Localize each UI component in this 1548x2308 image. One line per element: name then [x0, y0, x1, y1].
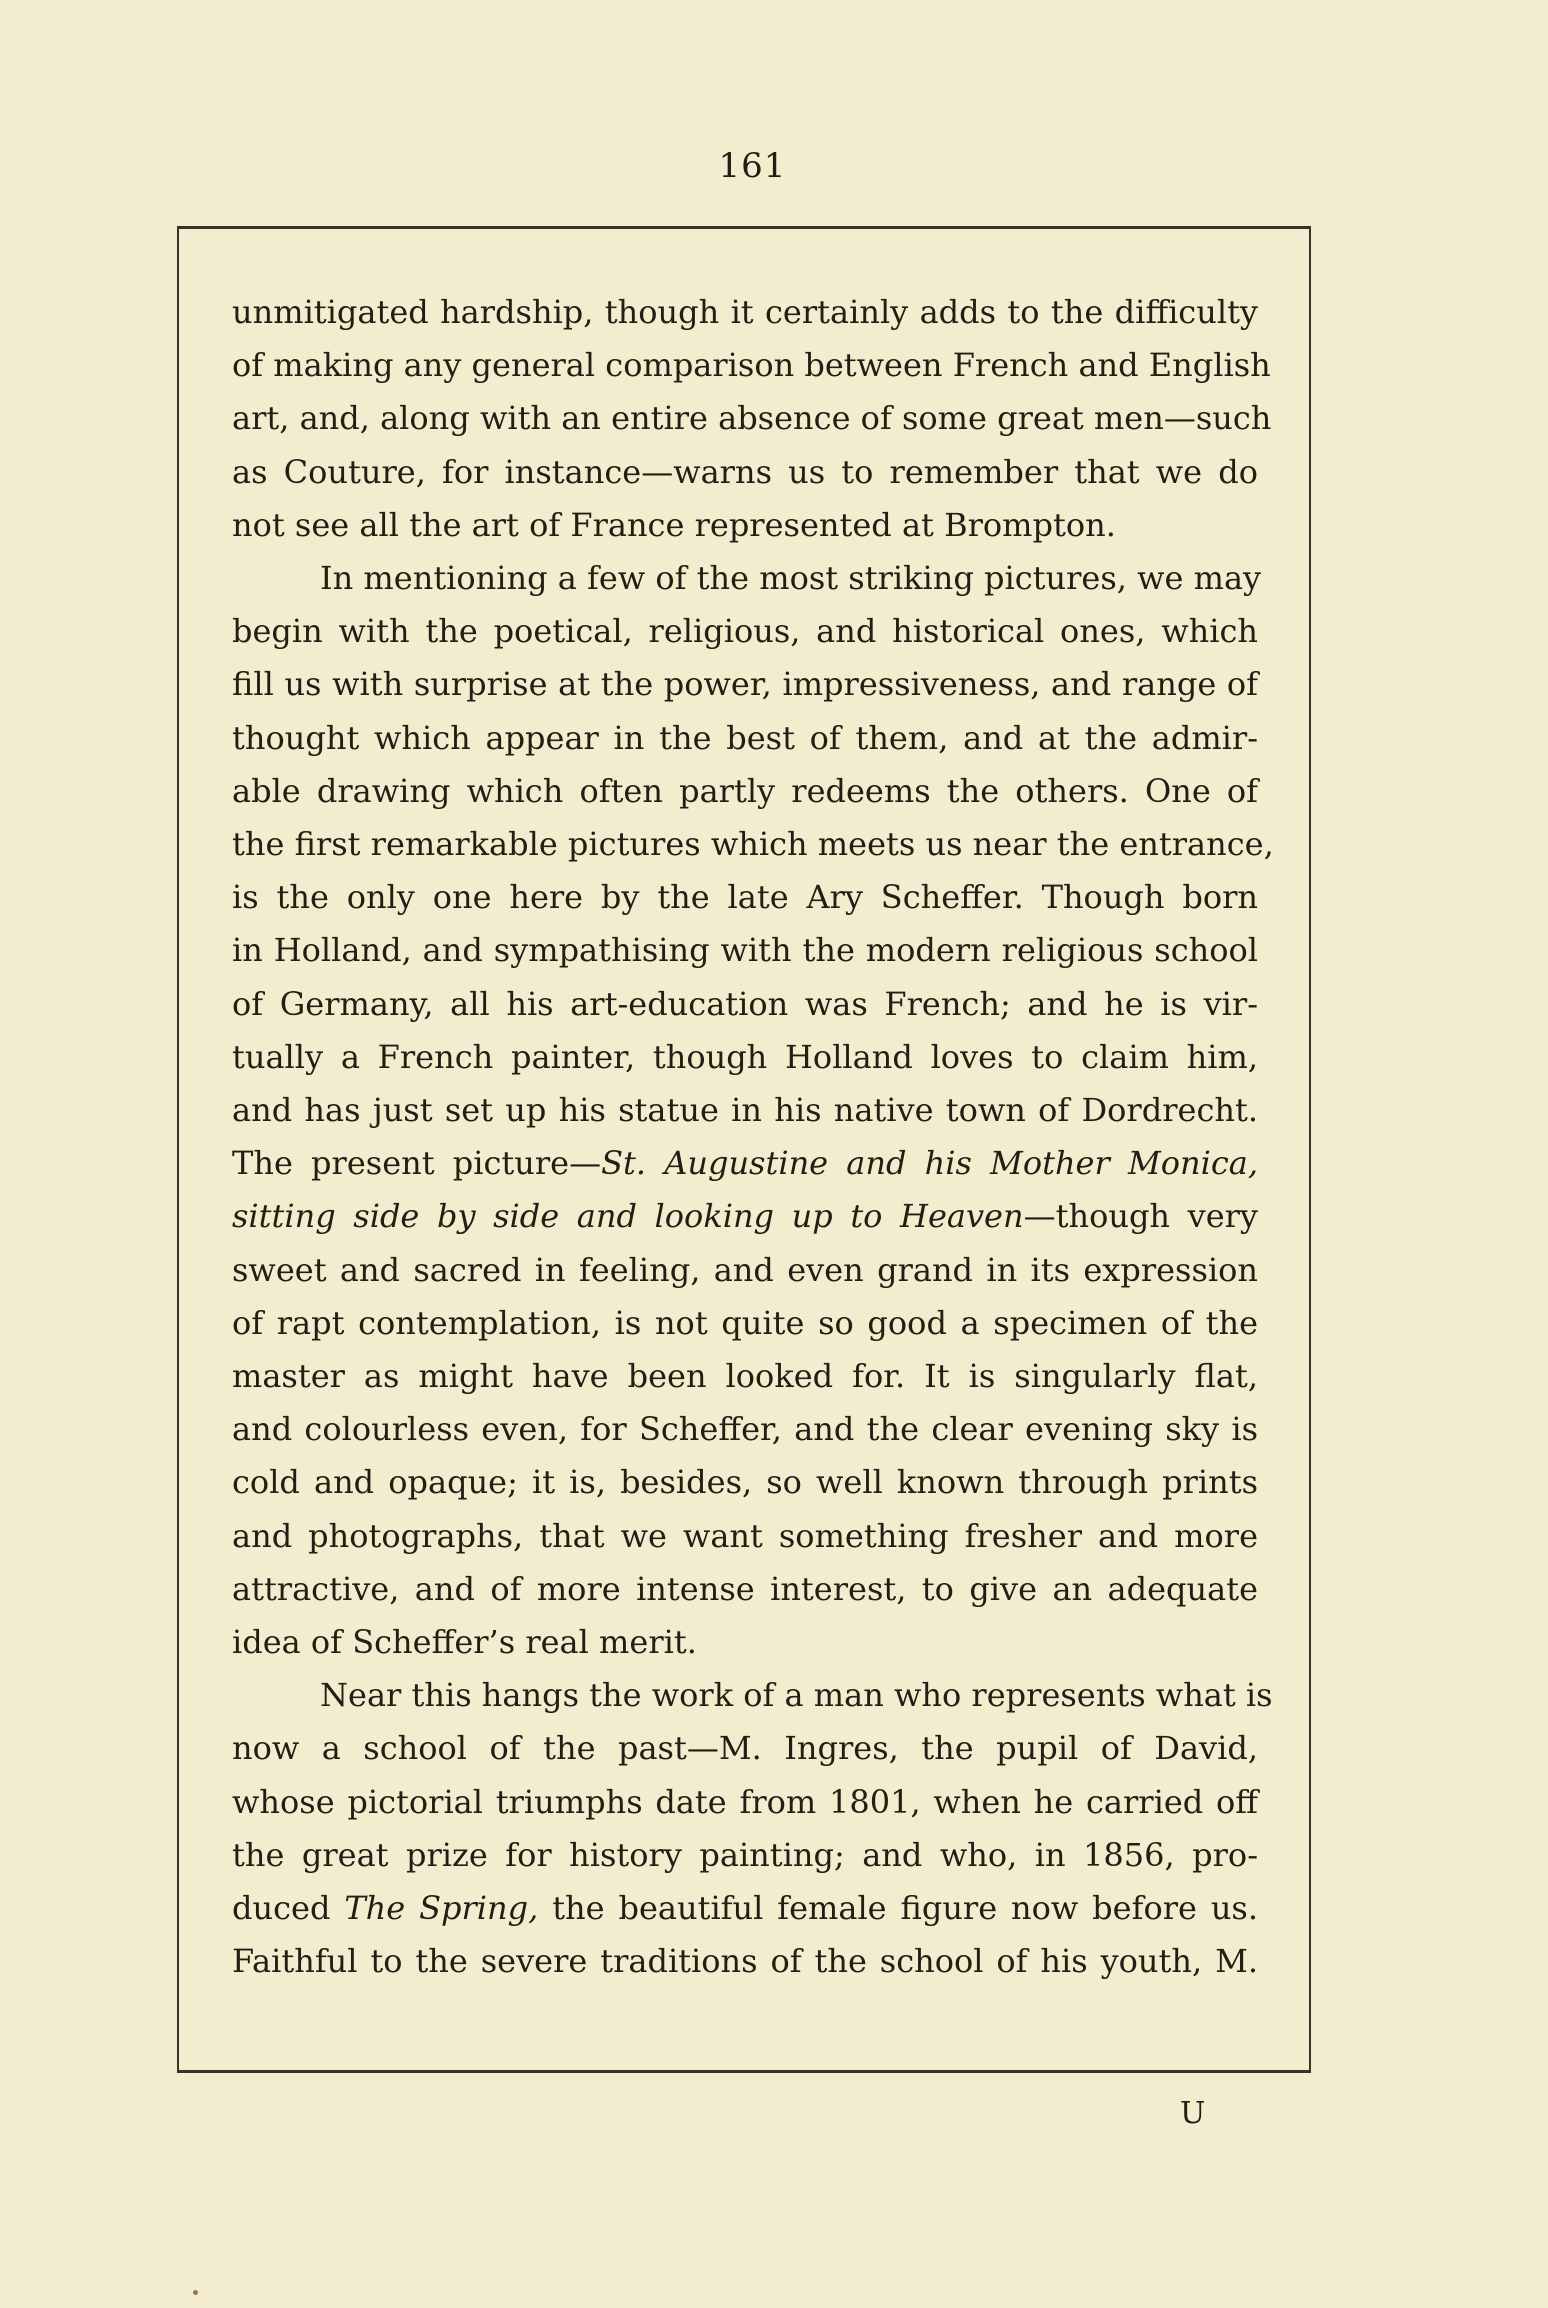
text-line: attractive, and of more intense interest, to give an adequate — [232, 1569, 1258, 1608]
paper-speck — [193, 2290, 198, 2295]
paragraph — [232, 552, 1274, 1669]
text-line: the great prize for history painting; and who, in 1856, pro- — [232, 1835, 1258, 1874]
text-line: of rapt contemplation, is not quite so good a specimen of the — [232, 1303, 1258, 1342]
text-line: in Holland, and sympathising with the modern religious school — [232, 931, 1258, 970]
text-line: master as might have been looked for. It is singularly flat, — [232, 1357, 1258, 1396]
text-line: and photographs, that we want something fresher and more — [232, 1516, 1258, 1555]
text-run: the beautiful female figure now before us. — [538, 1889, 1259, 1928]
signature-mark: U — [1180, 2096, 1206, 2131]
text-line: fill us with surprise at the power, impressiveness, and range of — [232, 665, 1258, 704]
text-line: art, and, along with an entire absence of some great men—such — [232, 399, 1272, 438]
text-line: of Germany, all his art-education was French; and he is vir- — [232, 984, 1258, 1023]
paragraph — [232, 1669, 1273, 1988]
text-run: —though very — [1023, 1197, 1259, 1236]
text-line: idea of Scheffer’s real merit. — [232, 1623, 697, 1662]
text-line — [232, 1137, 1258, 1190]
text-run: duced — [232, 1889, 345, 1928]
italic-title: St. Augustine and his Mother Monica, — [601, 1144, 1259, 1183]
text-line: sweet and sacred in feeling, and even grand in its expression — [232, 1250, 1258, 1289]
text-line: Faithful to the severe traditions of the school of his youth, M. — [232, 1942, 1258, 1981]
text-line: thought which appear in the best of them, and at the admir- — [232, 718, 1258, 757]
text-line: not see all the art of France represented at Brompton. — [232, 505, 1116, 544]
paragraph — [232, 286, 1272, 552]
text-line: Near this hangs the work of a man who represents what is — [320, 1676, 1273, 1715]
text-line: as Couture, for instance—warns us to remember that we do — [232, 452, 1258, 491]
text-line: able drawing which often partly redeems the others. One of — [232, 771, 1258, 810]
text-line: tually a French painter, though Holland loves to claim him, — [232, 1037, 1258, 1076]
text-line: begin with the poetical, religious, and historical ones, which — [232, 612, 1258, 651]
text-line: whose pictorial triumphs date from 1801, when he carried off — [232, 1782, 1258, 1821]
text-line: the first remarkable pictures which meets us near the entrance, — [232, 825, 1274, 864]
text-line — [232, 1882, 1258, 1935]
text-line: now a school of the past—M. Ingres, the pupil of David, — [232, 1729, 1258, 1768]
text-line: of making any general comparison between French and English — [232, 346, 1271, 385]
text-line — [232, 1190, 1258, 1243]
body-text — [232, 286, 1274, 1989]
text-line: unmitigated hardship, though it certainly adds to the difficulty — [232, 293, 1258, 331]
italic-title: The Spring, — [344, 1889, 539, 1928]
text-line: In mentioning a few of the most striking pictures, we may — [320, 559, 1262, 598]
text-line: is the only one here by the late Ary Scheffer. Though born — [232, 878, 1258, 917]
text-line: and has just set up his statue in his native town of Dordrecht. — [232, 1091, 1258, 1130]
text-line: and colourless even, for Scheffer, and the clear evening sky is — [232, 1410, 1258, 1449]
page-number: 161 — [718, 146, 787, 186]
text-line: cold and opaque; it is, besides, so well known through prints — [232, 1463, 1258, 1502]
italic-title: sitting side by side and looking up to Heaven — [232, 1197, 1024, 1236]
text-run: The present picture— — [232, 1144, 602, 1183]
